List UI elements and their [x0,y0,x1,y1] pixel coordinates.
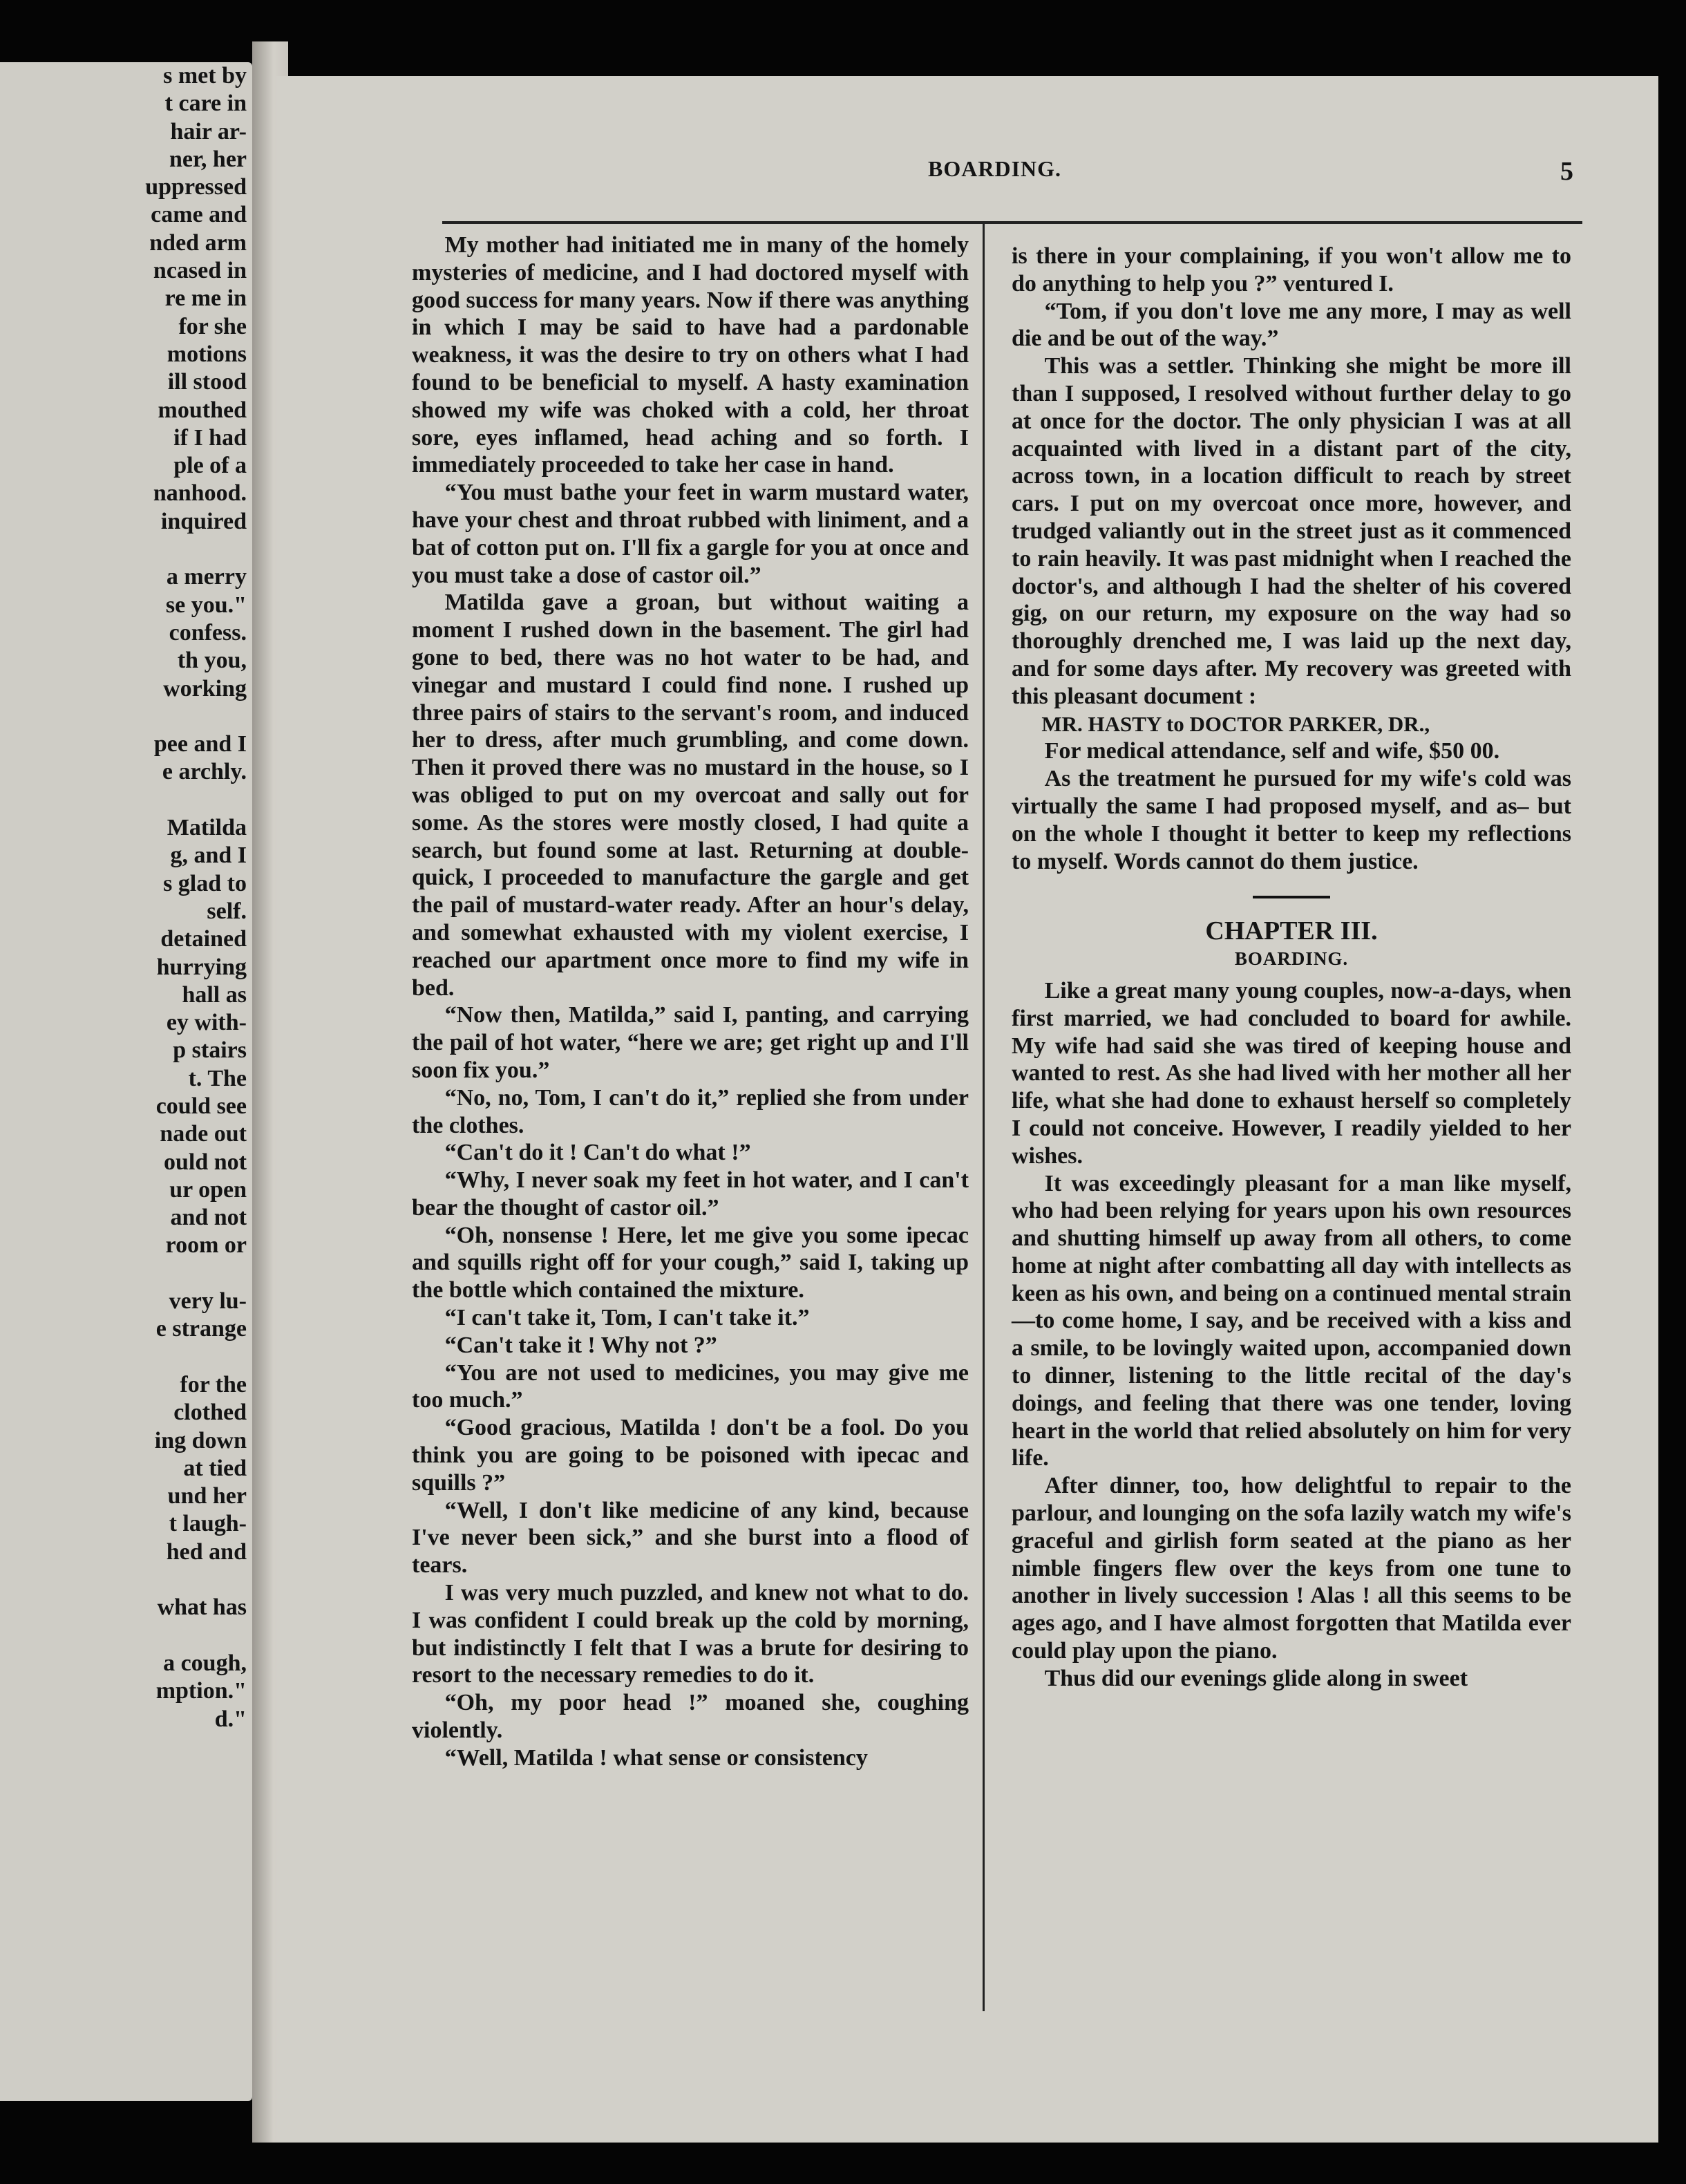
running-header: BOARDING. [928,156,1062,181]
paragraph: It was exceedingly pleasant for a man like myself, who had been relying for years upon his own resources and shutting himself up away from all others, to come home at night after combatting all day with intellects as keen as his own, and being on a continued mental strain—to come home, I say, and be received with a kiss and a smile, to be lovingly waited upon, accompanied down to dinner, listening to the little recital of the day's doings, and feeling that there was one tender, loving heart in the world that relied absolutely on him for very life. [1012,1170,1571,1471]
paragraph: “I can't take it, Tom, I can't take it.” [444,1305,810,1331]
text-column-right [1012,243,1571,1693]
text-column-left [412,232,969,1772]
page-number: 5 [1560,157,1573,186]
paragraph: “Tom, if you don't love me any more, I may as well die and be out of the way.” [1012,298,1571,352]
paragraph: “Oh, nonsense ! Here, let me give you some ipecac and squills right off for your cough,” said I, taking up the bottle which contained the mixture. [412,1222,969,1303]
chapter-title: CHAPTER III. [1205,916,1378,946]
paragraph: “Oh, my poor head !” moaned she, coughing violently. [412,1690,969,1744]
paragraph: “You are not used to medicines, you may give me too much.” [412,1359,969,1413]
paragraph: Thus did our evenings glide along in sweet [1044,1665,1468,1691]
bill-line: For medical attendance, self and wife, $50 00. [1044,738,1500,764]
paragraph: is there in your complaining, if you won't allow me to do anything to help you ?” ventured I. [1012,243,1571,296]
paragraph: I was very much puzzled, and knew not what to do. I was confident I could break up the cold by morning, but indistinctly I felt that I was a brute for desiring to resort to the necessary remedies to do it. [412,1580,969,1688]
paragraph: This was a settler. Thinking she might be more ill than I supposed, I resolved without further delay to go at once for the doctor. The only physician I was at all acquainted with lived in a distant part of the city, across town, in a location difficult to reach by street cars. I put on my overcoat once more, however, and trudged valiantly out in the street just as it commenced to rain heavily. It was past midnight when I reached the doctor's, and although I had the shelter of his covered gig, on our return, my exposure on the way had so thoroughly drenched me, I was laid up the next day, and for some days after. My recovery was greeted with this pleasant document : [1012,353,1571,709]
paragraph: As the treatment he pursued for my wife's cold was virtually the same I had proposed myself, and as– but on the whole I thought it better to keep my reflections to myself. Words cannot do them justice. [1012,766,1571,874]
paragraph: “Well, I don't like medicine of any kind, because I've never been sick,” and she burst into a flood of tears. [412,1497,969,1579]
paragraph: My mother had initiated me in many of the homely mysteries of medicine, and I had doctored myself with good success for many years. Now if there was anything in which I may be said to have had a pardonable weakness, it was the desire to try on others what I had found to be beneficial to myself. A hasty examination showed my wife was choked with a cold, her throat sore, eyes inflamed, head aching and so forth. I immediately proceeded to take her case in hand. [412,232,969,478]
paragraph: “You must bathe your feet in warm mustard water, have your chest and throat rubbed with liniment, and a bat of cotton put on. I'll fix a gargle for you at once and you must take a dose of castor oil.” [412,480,969,588]
paragraph: “Good gracious, Matilda ! don't be a fool. Do you think you are going to be poisoned with ipecac and squills ?” [412,1415,969,1496]
chapter-subtitle: BOARDING. [1234,948,1349,970]
paragraph: “Can't do it ! Can't do what !” [444,1140,751,1166]
previous-page-edge [0,62,252,2101]
paragraph: Like a great many young couples, now-a-days, when first married, we had concluded to board for awhile. My wife had said she was tired of keeping house and wanted to rest. As she had lived with her mother all her life, what she had done to exhaust herself so completely I could not conceive. However, I readily yielded to her wishes. [1012,977,1571,1169]
section-rule [1253,896,1330,898]
paragraph: After dinner, too, how delightful to repair to the parlour, and lounging on the sofa lazily watch my wife's graceful and girlish form seated at the piano as her nimble fingers flew over the keys from one tune to another in lively succession ! Alas ! all this seems to be ages ago, and I have almost forgotten that Matilda ever could play upon the piano. [1012,1473,1571,1664]
paragraph: Matilda gave a groan, but without waiting a moment I rushed down in the basement. The girl had gone to bed, there was no hot water to be had, and vinegar and mustard I could find none. I rushed up three pairs of stairs to the servant's room, and induced her to dress, after much grumbling, and come down. Then it proved there was no mustard in the house, so I was obliged to put on my overcoat and sally out for some. As the stores were mostly closed, I had quite a search, but found some at last. Returning at double-quick, I proceeded to manufacture the gargle and get the pail of mustard-water ready. After an hour's delay, and somewhat exhausted with my violent exercise, I reached our apartment once more to find my wife in bed. [412,590,969,1001]
previous-page-text-fragments: s met by t care in hair ar- ner, her uppressed came and nded arm ncased in re me in for she motions ill stood mouthed if I had ple of a nanhood. inquired a merry se you." confess. th you, working pee and I e archly. Matilda g, and I s glad to self. detained hurrying hall as ey with- p stairs t. The could see nade out ould not ur open and not room or very lu- e strange for the clothed ing down at tied und her t laugh- hed and what has a cough, mption." d." [145,63,247,1732]
paragraph: “Well, Matilda ! what sense or consistency [444,1744,868,1771]
paragraph: “Can't take it ! Why not ?” [444,1332,717,1358]
bill-parties: MR. HASTY to DOCTOR PARKER, DR., [1041,711,1430,736]
paragraph: “No, no, Tom, I can't do it,” replied she from under the clothes. [412,1084,969,1138]
paragraph: “Now then, Matilda,” said I, panting, and carrying the pail of hot water, “here we are; get right up and I'll soon fix you.” [412,1002,969,1083]
column-divider [983,221,985,2011]
paragraph: “Why, I never soak my feet in hot water, and I can't bear the thought of castor oil.” [412,1167,969,1221]
header-rule [442,221,1582,224]
